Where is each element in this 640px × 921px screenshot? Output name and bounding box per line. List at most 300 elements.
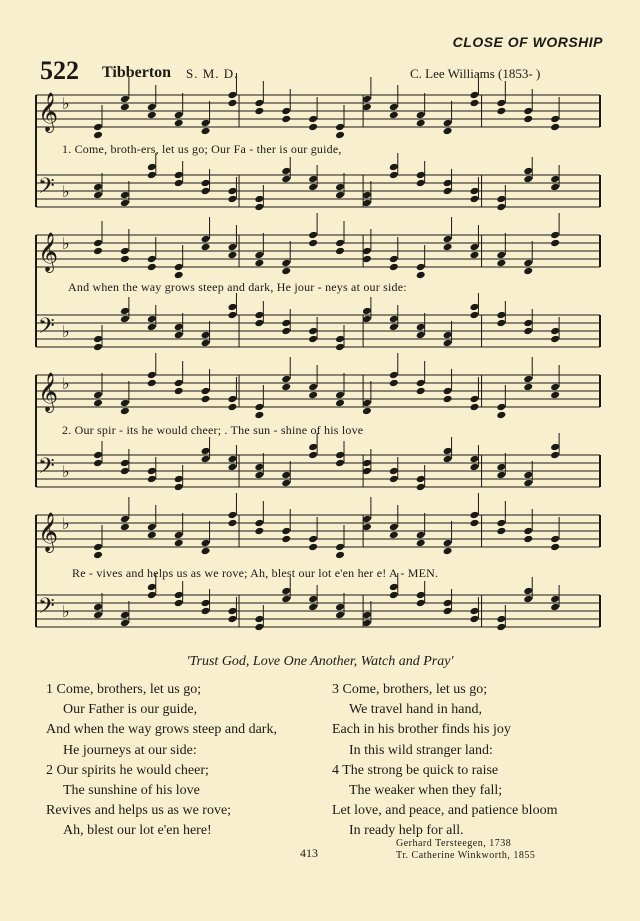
notehead <box>93 247 103 256</box>
notehead <box>254 251 264 260</box>
notehead <box>120 95 130 104</box>
notehead <box>550 335 560 344</box>
notehead <box>227 455 237 464</box>
notehead <box>227 463 237 472</box>
notehead <box>254 623 264 632</box>
notehead <box>308 383 318 392</box>
notehead <box>523 175 533 184</box>
notehead <box>174 599 184 608</box>
composer: C. Lee Williams (1853- ) <box>410 66 541 81</box>
stanza-line: In this wild stranger land: <box>349 742 493 758</box>
treble-clef-icon: 𝄞 <box>38 372 59 412</box>
notehead <box>469 511 479 520</box>
stanza-line: He journeys at our side: <box>63 742 197 758</box>
notehead <box>389 531 399 540</box>
notehead <box>93 391 103 400</box>
notehead <box>93 543 103 552</box>
notehead <box>523 167 533 176</box>
stanza-line: Ah, blest our lot e'en here! <box>63 823 212 839</box>
stanza-line: We travel hand in hand, <box>349 702 482 718</box>
notehead <box>496 527 506 536</box>
flat-icon: ♭ <box>62 182 70 201</box>
notehead <box>227 395 237 404</box>
notehead <box>416 539 426 548</box>
notehead <box>469 455 479 464</box>
notehead <box>281 375 291 384</box>
notehead <box>308 603 318 612</box>
notehead <box>469 607 479 616</box>
notehead <box>389 379 399 388</box>
notehead <box>281 267 291 276</box>
stanza-line: The sunshine of his love <box>63 783 200 799</box>
flat-icon: ♭ <box>62 234 70 253</box>
notehead <box>227 251 237 260</box>
notehead <box>335 239 345 248</box>
notehead <box>335 183 345 192</box>
notehead <box>147 379 157 388</box>
meter: S. M. D. <box>186 66 239 81</box>
notehead <box>93 335 103 344</box>
notehead <box>254 463 264 472</box>
notehead <box>147 583 157 592</box>
notehead <box>416 271 426 280</box>
notehead <box>254 615 264 624</box>
notehead <box>281 479 291 488</box>
notehead <box>227 615 237 624</box>
notehead <box>281 535 291 544</box>
treble-clef-icon: 𝄞 <box>38 512 59 552</box>
notehead <box>335 123 345 132</box>
notehead <box>443 235 453 244</box>
notehead <box>496 411 506 420</box>
notehead <box>469 251 479 260</box>
notehead <box>254 527 264 536</box>
notehead <box>281 471 291 480</box>
notehead <box>174 111 184 120</box>
notehead <box>201 331 211 340</box>
notehead <box>443 187 453 196</box>
notehead <box>147 467 157 476</box>
notehead <box>93 131 103 140</box>
stanza-line: The weaker when they fall; <box>349 783 503 799</box>
stanza-line: Our Father is our guide, <box>63 702 198 718</box>
treble-clef-icon: 𝄞 <box>38 92 59 132</box>
hymn-subtitle: 'Trust God, Love One Another, Watch and Pray' <box>186 654 454 669</box>
notehead <box>469 303 479 312</box>
notehead <box>335 131 345 140</box>
notehead <box>416 379 426 388</box>
notehead <box>550 535 560 544</box>
notehead <box>389 323 399 332</box>
notehead <box>227 195 237 204</box>
notehead <box>281 115 291 124</box>
notehead <box>254 403 264 412</box>
notehead <box>496 259 506 268</box>
notehead <box>254 411 264 420</box>
notehead <box>174 271 184 280</box>
notehead <box>335 343 345 352</box>
notehead <box>496 99 506 108</box>
notehead <box>362 307 372 316</box>
notehead <box>93 459 103 468</box>
notehead <box>201 455 211 464</box>
notehead <box>523 327 533 336</box>
notehead <box>550 443 560 452</box>
notehead <box>389 255 399 264</box>
notehead <box>201 339 211 348</box>
notehead <box>201 387 211 396</box>
notehead <box>335 551 345 560</box>
notehead <box>443 547 453 556</box>
notehead <box>308 175 318 184</box>
notehead <box>308 443 318 452</box>
notehead <box>389 103 399 112</box>
notehead <box>227 311 237 320</box>
bass-clef-icon: 𝄢 <box>38 454 55 484</box>
notehead <box>281 383 291 392</box>
notehead <box>147 163 157 172</box>
notehead <box>147 475 157 484</box>
notehead <box>93 603 103 612</box>
notehead <box>308 115 318 124</box>
lyric-line-4: Re - vives and helps us as we rove; Ah, blest our lot e'en her e! A - MEN. <box>72 566 439 580</box>
flat-icon: ♭ <box>62 94 70 113</box>
notehead <box>335 459 345 468</box>
notehead <box>174 171 184 180</box>
notehead <box>523 471 533 480</box>
notehead <box>523 375 533 384</box>
notehead <box>174 483 184 492</box>
notehead <box>550 239 560 248</box>
notehead <box>147 111 157 120</box>
notehead <box>523 595 533 604</box>
notehead <box>335 451 345 460</box>
notehead <box>389 467 399 476</box>
notehead <box>443 607 453 616</box>
notehead <box>120 523 130 532</box>
notehead <box>147 371 157 380</box>
notehead <box>389 583 399 592</box>
notehead <box>416 323 426 332</box>
notehead <box>120 399 130 408</box>
notehead <box>174 179 184 188</box>
notehead <box>469 463 479 472</box>
notehead <box>550 383 560 392</box>
notehead <box>281 259 291 268</box>
notehead <box>120 515 130 524</box>
lyric-line-3: 2. Our spir - its he would cheer; . The sun - shine of his love <box>62 423 364 437</box>
notehead <box>443 339 453 348</box>
notehead <box>281 167 291 176</box>
notehead <box>550 123 560 132</box>
notehead <box>496 107 506 116</box>
tune-name: Tibberton <box>102 64 172 81</box>
notehead <box>523 267 533 276</box>
notehead <box>147 263 157 272</box>
notehead <box>443 447 453 456</box>
notehead <box>550 183 560 192</box>
notehead <box>93 551 103 560</box>
notehead <box>174 387 184 396</box>
notehead <box>201 243 211 252</box>
notehead <box>469 99 479 108</box>
notehead <box>120 307 130 316</box>
notehead <box>443 395 453 404</box>
notehead <box>174 331 184 340</box>
notehead <box>362 407 372 416</box>
notehead <box>227 607 237 616</box>
notehead <box>120 459 130 468</box>
notehead <box>254 311 264 320</box>
notehead <box>416 387 426 396</box>
notehead <box>443 331 453 340</box>
notehead <box>147 323 157 332</box>
notehead <box>469 187 479 196</box>
notehead <box>416 179 426 188</box>
stanza-line: And when the way grows steep and dark, <box>46 722 277 738</box>
notehead <box>147 255 157 264</box>
notehead <box>443 387 453 396</box>
translator-credit: Tr. Catherine Winkworth, 1855 <box>396 850 536 861</box>
notehead <box>416 119 426 128</box>
notehead <box>254 319 264 328</box>
notehead <box>443 243 453 252</box>
notehead <box>550 391 560 400</box>
notehead <box>254 99 264 108</box>
notehead <box>174 591 184 600</box>
notehead <box>308 451 318 460</box>
notehead <box>335 335 345 344</box>
notehead <box>389 475 399 484</box>
notehead <box>389 371 399 380</box>
notehead <box>201 547 211 556</box>
notehead <box>201 187 211 196</box>
notehead <box>443 127 453 136</box>
notehead <box>174 379 184 388</box>
notehead <box>550 175 560 184</box>
notehead <box>416 591 426 600</box>
hymn-number: 522 <box>40 56 79 85</box>
notehead <box>550 543 560 552</box>
notehead <box>523 527 533 536</box>
notehead <box>227 511 237 520</box>
notehead <box>120 255 130 264</box>
notehead <box>281 527 291 536</box>
notehead <box>201 127 211 136</box>
notehead <box>120 611 130 620</box>
notehead <box>389 263 399 272</box>
notehead <box>227 519 237 528</box>
notehead <box>147 315 157 324</box>
notehead <box>308 391 318 400</box>
notehead <box>469 403 479 412</box>
flat-icon: ♭ <box>62 374 70 393</box>
stanza-line: 2 Our spirits he would cheer; <box>46 762 209 778</box>
notehead <box>389 315 399 324</box>
notehead <box>416 263 426 272</box>
notehead <box>389 591 399 600</box>
section-title: CLOSE OF WORSHIP <box>452 34 603 50</box>
notehead <box>201 395 211 404</box>
notehead <box>496 203 506 212</box>
notehead <box>227 91 237 100</box>
notehead <box>281 107 291 116</box>
notehead <box>335 611 345 620</box>
notehead <box>227 403 237 412</box>
notehead <box>523 319 533 328</box>
notehead <box>469 395 479 404</box>
notehead <box>523 383 533 392</box>
notehead <box>201 235 211 244</box>
stanza-line: Let love, and peace, and patience bloom <box>332 803 558 819</box>
notehead <box>201 179 211 188</box>
notehead <box>335 543 345 552</box>
notehead <box>308 327 318 336</box>
notehead <box>496 623 506 632</box>
flat-icon: ♭ <box>62 514 70 533</box>
notehead <box>469 243 479 252</box>
bass-clef-icon: 𝄢 <box>38 314 55 344</box>
notehead <box>443 179 453 188</box>
notehead <box>254 519 264 528</box>
notehead <box>281 595 291 604</box>
notehead <box>496 519 506 528</box>
stanza-line: 4 The strong be quick to raise <box>332 762 499 778</box>
lyric-line-2: And when the way grows steep and dark, He jour - neys at our side: <box>68 280 407 294</box>
notehead <box>496 615 506 624</box>
notehead <box>281 319 291 328</box>
notehead <box>469 311 479 320</box>
stanza-line: In ready help for all. <box>349 823 464 839</box>
notehead <box>523 115 533 124</box>
notehead <box>523 259 533 268</box>
notehead <box>120 199 130 208</box>
notehead <box>469 91 479 100</box>
bass-clef-icon: 𝄢 <box>38 174 55 204</box>
notehead <box>147 591 157 600</box>
notehead <box>201 607 211 616</box>
notehead <box>550 115 560 124</box>
notehead <box>93 451 103 460</box>
notehead <box>389 163 399 172</box>
notehead <box>281 327 291 336</box>
notehead <box>120 619 130 628</box>
flat-icon: ♭ <box>62 602 70 621</box>
notehead <box>443 599 453 608</box>
notehead <box>174 475 184 484</box>
notehead <box>496 195 506 204</box>
notehead <box>496 463 506 472</box>
notehead <box>147 103 157 112</box>
notehead <box>227 243 237 252</box>
notehead <box>93 239 103 248</box>
notehead <box>550 603 560 612</box>
stanzas-left <box>46 680 336 842</box>
notehead <box>93 611 103 620</box>
notehead <box>335 191 345 200</box>
notehead <box>308 231 318 240</box>
notehead <box>469 615 479 624</box>
notehead <box>254 195 264 204</box>
treble-clef-icon: 𝄞 <box>38 232 59 272</box>
notehead <box>120 467 130 476</box>
notehead <box>308 239 318 248</box>
notehead <box>93 191 103 200</box>
notehead <box>227 187 237 196</box>
notehead <box>550 595 560 604</box>
notehead <box>550 327 560 336</box>
notehead <box>201 447 211 456</box>
notehead <box>389 171 399 180</box>
notehead <box>523 535 533 544</box>
notehead <box>335 399 345 408</box>
notehead <box>174 531 184 540</box>
notehead <box>308 535 318 544</box>
notehead <box>120 191 130 200</box>
notehead <box>496 403 506 412</box>
notehead <box>174 119 184 128</box>
notehead <box>254 203 264 212</box>
lyric-line-1: 1. Come, broth-ers, let us go; Our Fa - ther is our guide, <box>62 142 342 156</box>
notehead <box>335 391 345 400</box>
notehead <box>416 599 426 608</box>
notehead <box>416 171 426 180</box>
author-credit: Gerhard Tersteegen, 1738 <box>396 838 512 849</box>
notehead <box>469 195 479 204</box>
notehead <box>174 263 184 272</box>
notehead <box>550 451 560 460</box>
notehead <box>174 323 184 332</box>
page-number: 413 <box>300 846 318 860</box>
notehead <box>308 543 318 552</box>
notehead <box>201 539 211 548</box>
notehead <box>443 455 453 464</box>
notehead <box>227 303 237 312</box>
notehead <box>469 519 479 528</box>
notehead <box>335 603 345 612</box>
notehead <box>416 111 426 120</box>
notehead <box>416 331 426 340</box>
notehead <box>201 119 211 128</box>
notehead <box>443 119 453 128</box>
notehead <box>496 311 506 320</box>
notehead <box>93 399 103 408</box>
stanza-line: 1 Come, brothers, let us go; <box>46 682 202 697</box>
notehead <box>120 103 130 112</box>
notehead <box>496 471 506 480</box>
notehead <box>389 111 399 120</box>
notehead <box>147 523 157 532</box>
notehead <box>147 171 157 180</box>
notehead <box>120 247 130 256</box>
notehead <box>416 475 426 484</box>
notehead <box>416 531 426 540</box>
notehead <box>93 123 103 132</box>
flat-icon: ♭ <box>62 322 70 341</box>
notehead <box>281 175 291 184</box>
notehead <box>93 343 103 352</box>
notehead <box>308 123 318 132</box>
notehead <box>443 539 453 548</box>
notehead <box>120 407 130 416</box>
notehead <box>254 259 264 268</box>
notehead <box>93 183 103 192</box>
stanza-line: Each in his brother finds his joy <box>332 722 511 738</box>
notehead <box>308 595 318 604</box>
notehead <box>523 587 533 596</box>
notehead <box>550 231 560 240</box>
stanza-line: 3 Come, brothers, let us go; <box>332 682 488 697</box>
